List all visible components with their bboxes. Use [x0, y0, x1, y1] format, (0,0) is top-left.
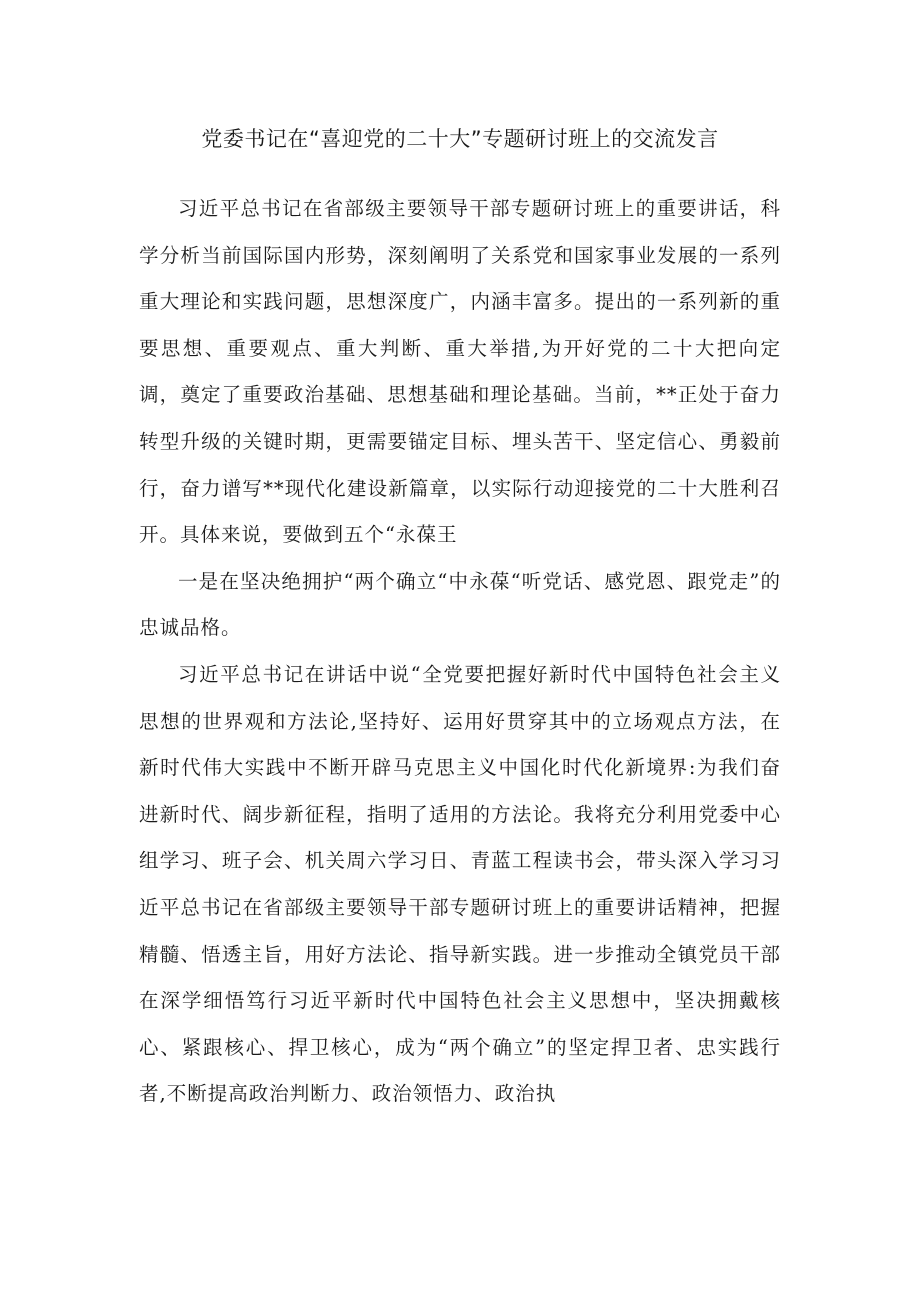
document-body	[139, 186, 781, 1118]
paragraph-intro: 习近平总书记在省部级主要领导干部专题研讨班上的重要讲话，科学分析当前国际国内形势，深刻阐明了关系党和国家事业发展的一系列重大理论和实践问题，思想深度广，内涵丰富多。提出的一系列新的重要思想、重要观点、重大判断、重大举措,为开好党的二十大把向定调，奠定了重要政治基础、思想基础和理论基础。当前，**正处于奋力转型升级的关键时期，更需要锚定目标、埋头苦干、坚定信心、勇毅前行，奋力谱写**现代化建设新篇章，以实际行动迎接党的二十大胜利召开。具体来说，要做到五个“永葆王	[139, 197, 781, 547]
document-title: 党委书记在“喜迎党的二十大”专题研讨班上的交流发言	[201, 127, 719, 151]
paragraph-speech-detail: 习近平总书记在讲话中说“全党要把握好新时代中国特色社会主义思想的世界观和方法论,坚持好、运用好贯穿其中的立场观点方法，在新时代伟大实践中不断开辟马克思主义中国化时代化新境界:为我们奋进新时代、阔步新征程，指明了适用的方法论。我将充分利用党委中心组学习、班子会、机关周六学习日、青蓝工程读书会，带头深入学习习近平总书记在省部级主要领导干部专题研讨班上的重要讲话精神，把握精髓、悟透主旨，用好方法论、指导新实践。进一步推动全镇党员干部在深学细悟笃行习近平新时代中国特色社会主义思想中，坚决拥戴核心、紧跟核心、捍卫核心，成为“两个确立”的坚定捍卫者、忠实践行者,不断提高政治判断力、政治领悟力、政治执	[139, 662, 781, 1106]
paragraph-point-one: 一是在坚决绝拥护“两个确立“中永葆“听党话、感党恩、跟党走”的忠诚品格。	[139, 569, 781, 640]
